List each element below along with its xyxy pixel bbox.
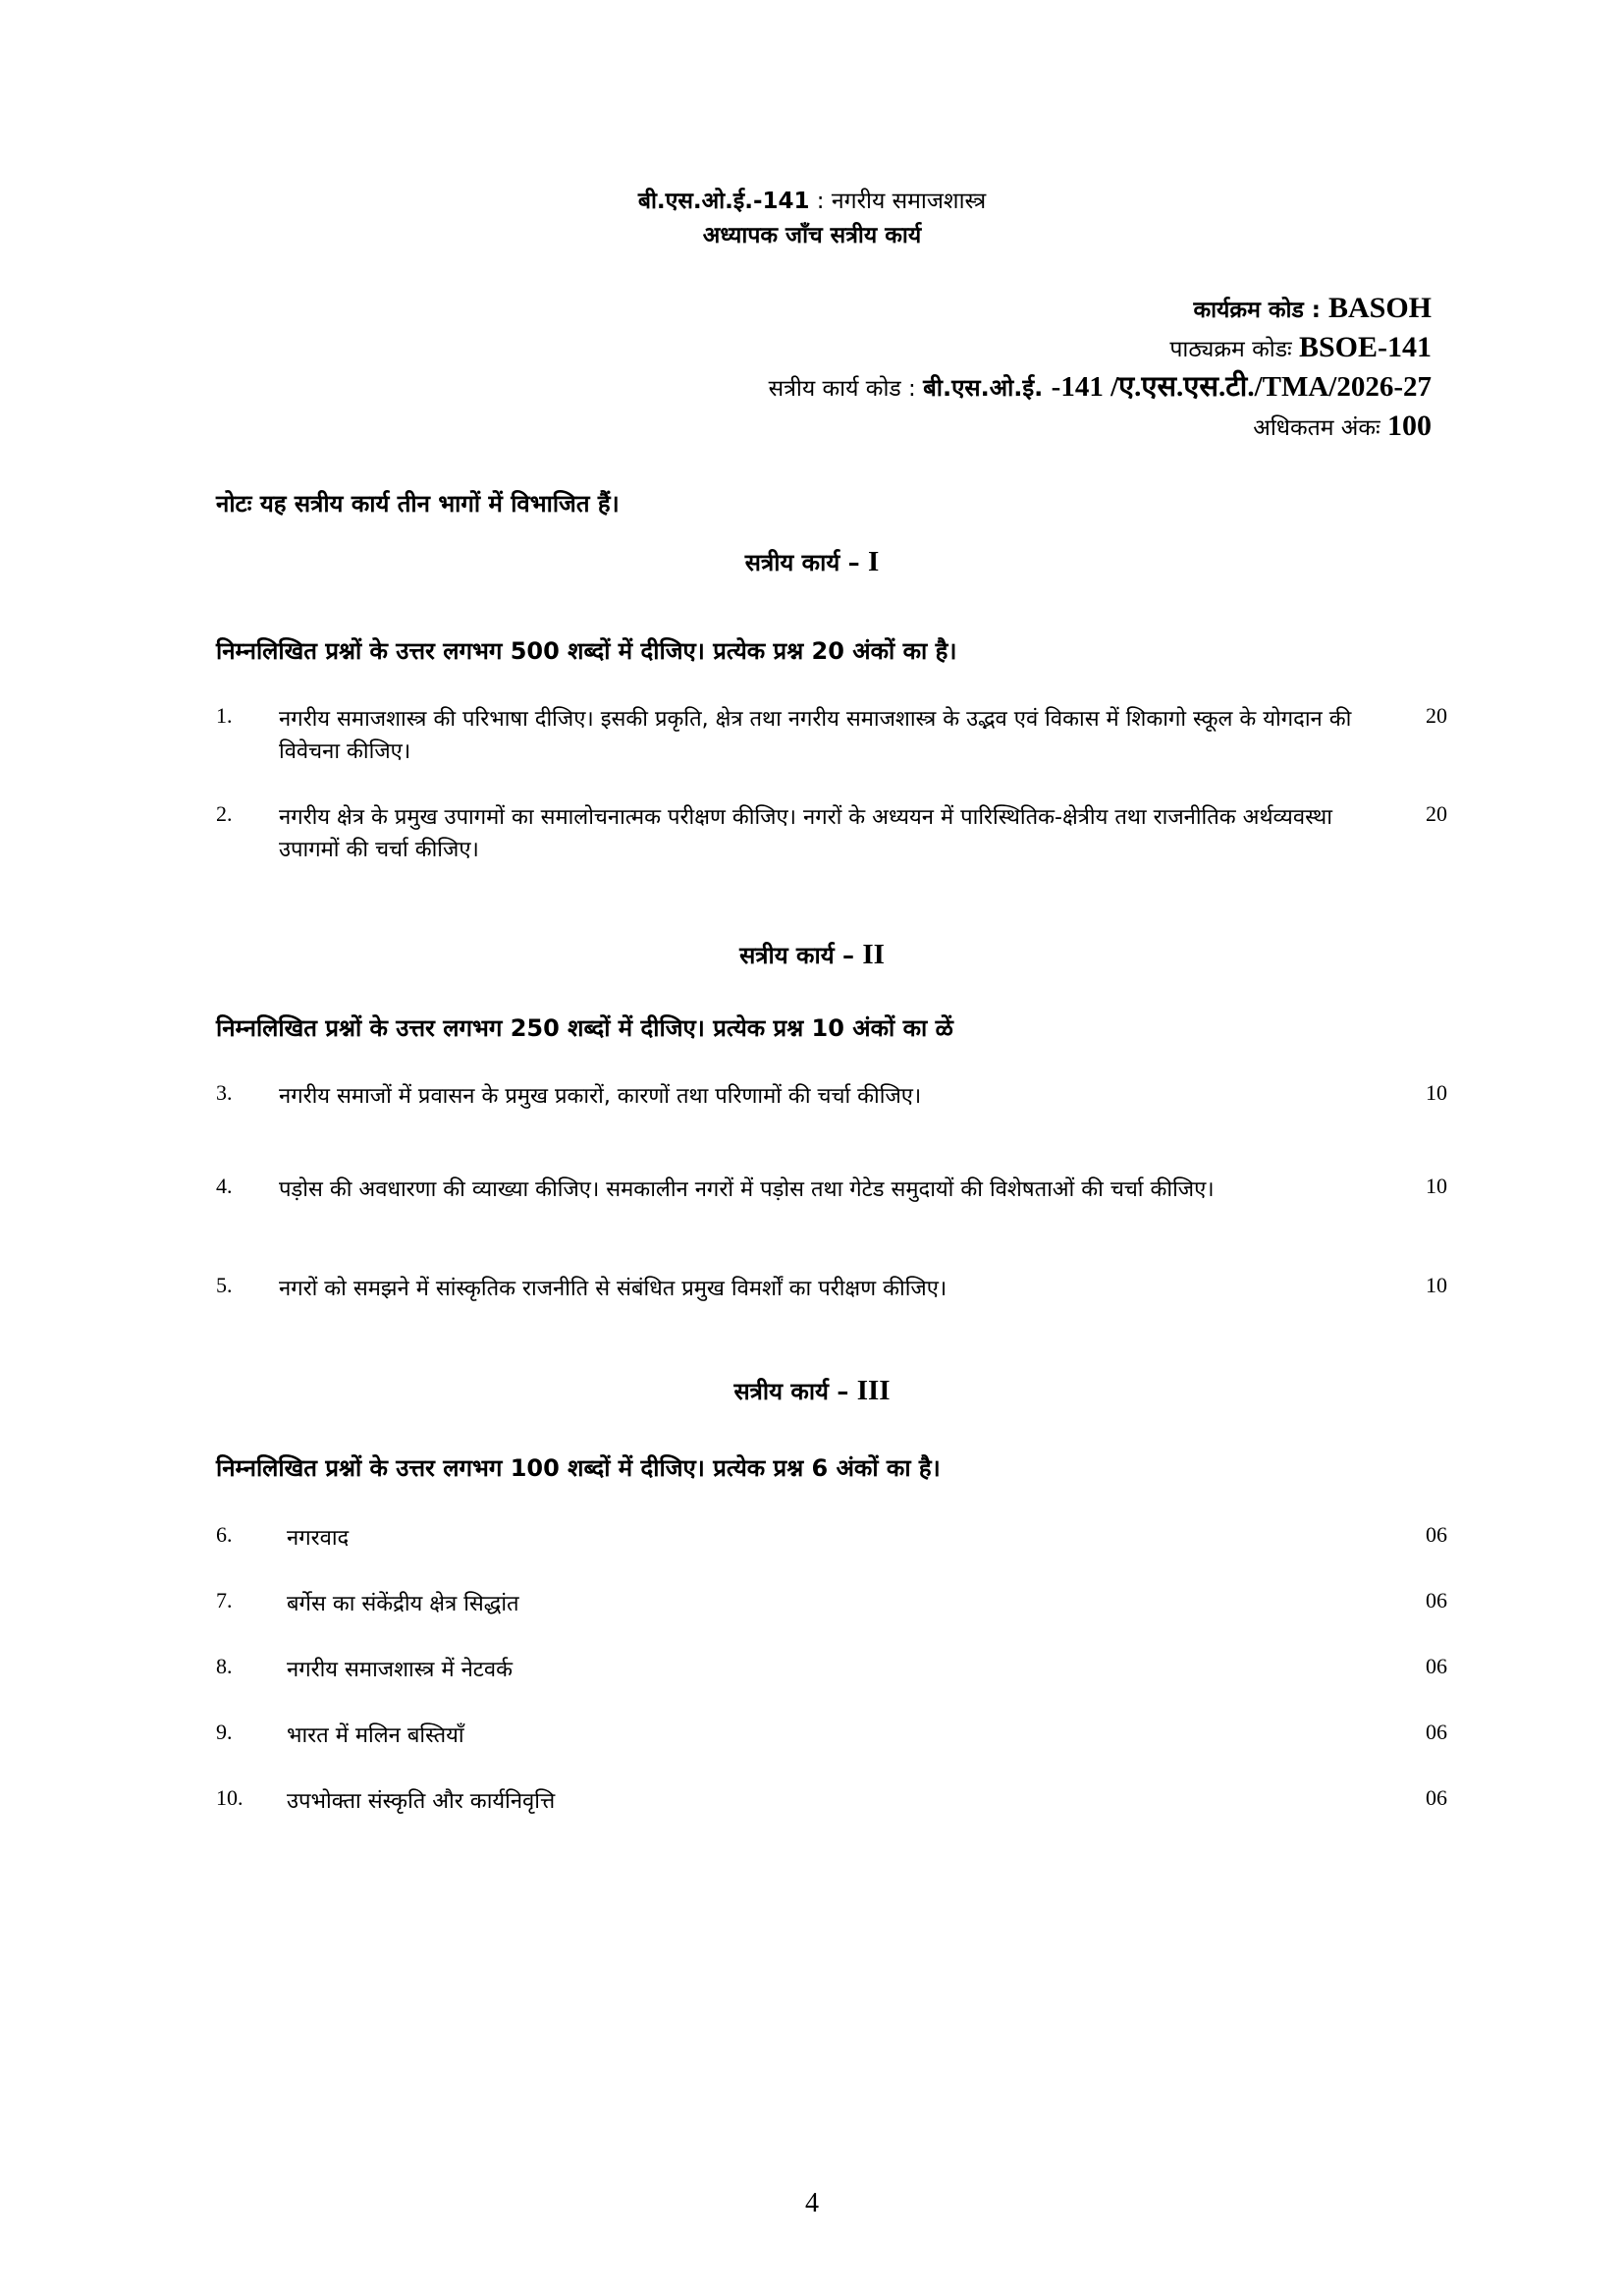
question-number: 4. [216, 1174, 233, 1198]
max-marks-label: अधिकतम अंकः [1253, 415, 1387, 441]
section-title-2 [0, 939, 1624, 971]
assignment-code-label: सत्रीय कार्य कोड : [768, 376, 924, 402]
course-code-value: BSOE-141 [1298, 331, 1432, 363]
assignment-code-row [769, 367, 1432, 407]
question-text: नगरों को समझने में सांस्कृतिक राजनीति से संबंधित प्रमुख विमर्शों का परीक्षण कीजिए। [279, 1277, 947, 1301]
programme-code-row [769, 289, 1432, 328]
page-number: 4 [805, 2188, 819, 2218]
section-roman: II [862, 939, 885, 970]
section-instruction-2: निम्नलिखित प्रश्नों के उत्तर लगभग 250 शब्दों में दीजिए। प्रत्येक प्रश्न 10 अंकों का ळें [216, 1014, 953, 1042]
question-marks: 06 [1426, 1654, 1447, 1678]
question-number: 6. [216, 1522, 233, 1547]
section-roman: III [856, 1375, 891, 1406]
question-marks: 06 [1426, 1588, 1447, 1613]
assignment-code-value [923, 371, 1432, 403]
section-title-3 [0, 1375, 1624, 1407]
section-title-1 [0, 546, 1624, 578]
course-title [0, 185, 1624, 218]
question-number: 3. [216, 1080, 233, 1105]
assignment-code-rest: -141 /ए.एस.एस.टी./TMA/2026-27 [1051, 371, 1432, 403]
assignment-code-hi: बी.एस.ओ.ई. [923, 374, 1052, 402]
assignment-type: अध्यापक जाँच सत्रीय कार्य [702, 223, 922, 248]
question-marks: 06 [1426, 1785, 1447, 1810]
max-marks-value: 100 [1387, 410, 1432, 442]
course-code-hi: बी.एस.ओ.ई.-141 [637, 189, 810, 214]
question-marks: 20 [1426, 801, 1447, 826]
programme-code-value: BASOH [1327, 292, 1432, 324]
question-marks: 10 [1426, 1273, 1447, 1297]
question-marks: 20 [1426, 703, 1447, 728]
code-block [769, 289, 1432, 446]
course-code-row [769, 328, 1432, 367]
document-header [0, 185, 1624, 253]
question-number: 5. [216, 1273, 233, 1297]
section-roman: I [867, 546, 880, 577]
programme-code-label: कार्यक्रम कोड : [1193, 298, 1328, 323]
title-separator: : [809, 189, 832, 214]
course-subject: नगरीय समाजशास्त्र [831, 189, 987, 214]
section-title-prefix: सत्रीय कार्य – [739, 942, 863, 969]
question-text: नगरीय समाजों में प्रवासन के प्रमुख प्रकारों, कारणों तथा परिणामों की चर्चा कीजिए। [279, 1084, 922, 1109]
section-instruction-1: निम्नलिखित प्रश्नों के उत्तर लगभग 500 शब्दों में दीजिए। प्रत्येक प्रश्न 20 अंकों का है। [216, 637, 957, 665]
question-text: पड़ोस की अवधारणा की व्याख्या कीजिए। समकालीन नगरों में पड़ोस तथा गेटेड समुदायों की विशेषताओं की चर्चा कीजिए। [279, 1177, 1215, 1202]
question-number: 8. [216, 1654, 233, 1678]
note-text: नोटः यह सत्रीय कार्य तीन भागों में विभाजित हैं। [216, 490, 620, 518]
question-text: नगरीय समाजशास्त्र की परिभाषा दीजिए। इसकी प्रकृति, क्षेत्र तथा नगरीय समाजशास्त्र के उद्भव एवं विकास में शिकागो स्कूल के योगदान की विवेचना कीजिए। [279, 707, 1352, 764]
max-marks-row [769, 407, 1432, 446]
question-text: नगरवाद [287, 1526, 350, 1551]
question-number: 10. [216, 1785, 244, 1810]
question-number: 1. [216, 703, 233, 728]
question-text: उपभोक्ता संस्कृति और कार्यनिवृत्ति [287, 1789, 556, 1814]
question-text: नगरीय क्षेत्र के प्रमुख उपागमों का समालोचनात्मक परीक्षण कीजिए। नगरों के अध्ययन में पारिस्थितिक-क्षेत्रीय तथा राजनीतिक अर्थव्यवस्था उपागमों की चर्चा कीजिए। [279, 805, 1332, 862]
question-text: बर्गेस का संकेंद्रीय क्षेत्र सिद्धांत [287, 1592, 519, 1616]
question-marks: 06 [1426, 1522, 1447, 1547]
question-marks: 10 [1426, 1174, 1447, 1198]
question-number: 9. [216, 1720, 233, 1744]
question-marks: 06 [1426, 1720, 1447, 1744]
section-instruction-3: निम्नलिखित प्रश्नों के उत्तर लगभग 100 शब्दों में दीजिए। प्रत्येक प्रश्न 6 अंकों का है। [216, 1454, 941, 1482]
question-number: 7. [216, 1588, 233, 1613]
question-text: भारत में मलिन बस्तियाँ [287, 1723, 464, 1748]
course-code-label: पाठ्यक्रम कोडः [1169, 337, 1299, 362]
question-text: नगरीय समाजशास्त्र में नेटवर्क [287, 1658, 514, 1682]
section-title-prefix: सत्रीय कार्य – [733, 1378, 857, 1405]
question-marks: 10 [1426, 1080, 1447, 1105]
question-number: 2. [216, 801, 233, 826]
section-title-prefix: सत्रीय कार्य – [744, 549, 868, 576]
